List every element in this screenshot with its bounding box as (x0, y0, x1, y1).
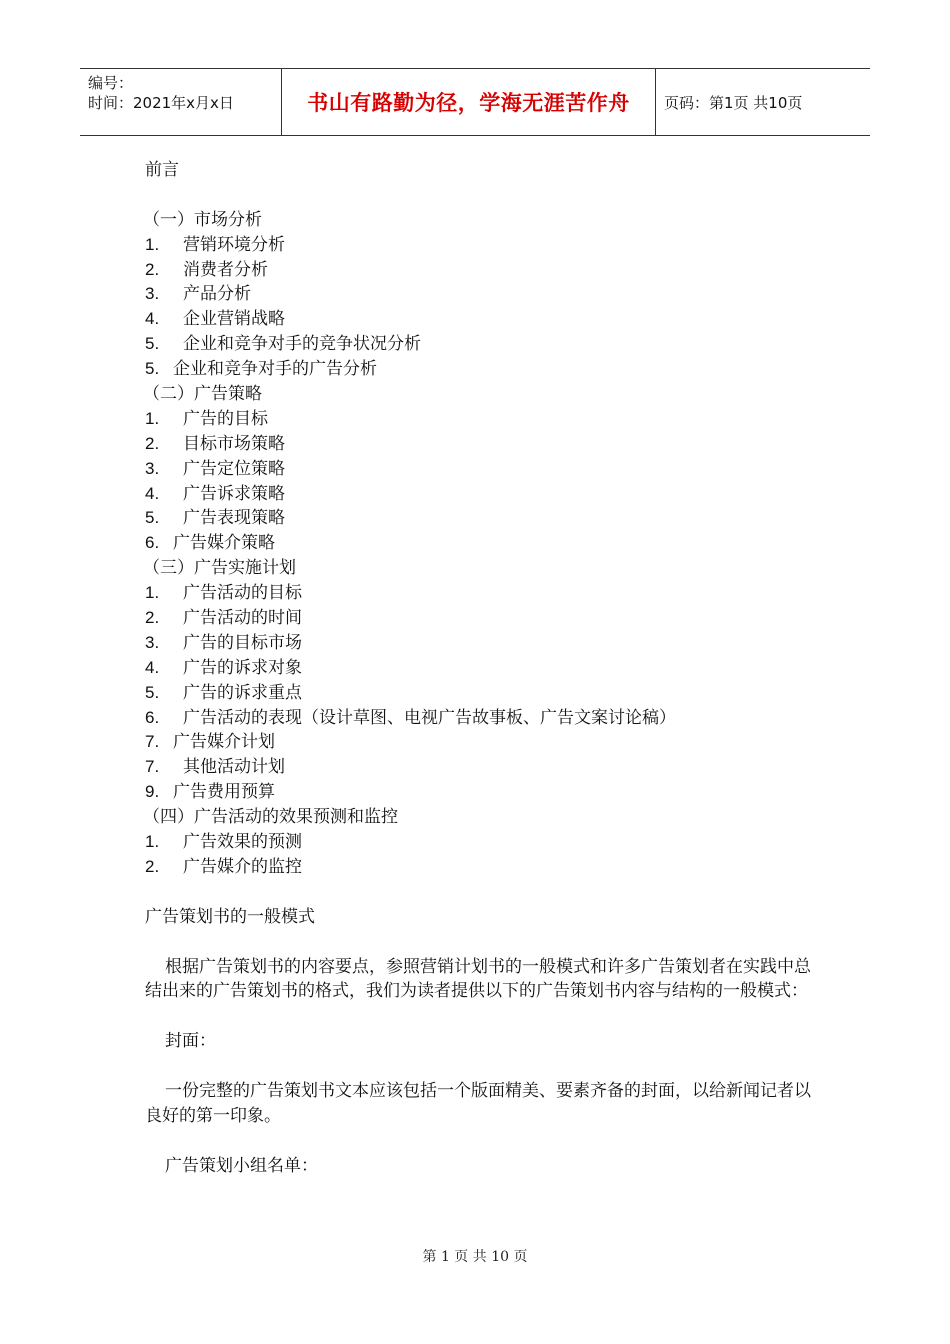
list-item-text: 广告媒介计划 (173, 732, 275, 753)
list-item (145, 307, 815, 332)
list-item-number: 1. (145, 408, 160, 428)
list-item (145, 407, 815, 432)
list-item-number: 1. (145, 583, 160, 603)
list-item-text: 消费者分析 (183, 259, 268, 280)
list-item (145, 233, 815, 258)
list-item (145, 656, 815, 681)
list-item-text: 广告的诉求重点 (183, 682, 302, 703)
list-item-number: 3. (145, 458, 160, 478)
list-item-text: 广告活动的表现（设计草图、电视广告故事板、广告文案讨论稿） (183, 707, 676, 728)
section-market-analysis: （一）市场分析 (143, 209, 262, 230)
list-item (145, 531, 815, 556)
preface-heading: 前言 (145, 160, 179, 180)
list-item (145, 830, 815, 855)
list-item-text: 广告活动的目标 (183, 583, 302, 604)
document-body (145, 158, 815, 1179)
list-item-number: 4. (145, 309, 160, 329)
list-item (145, 332, 815, 357)
list-item-number: 5. (145, 334, 160, 354)
list-item (145, 258, 815, 283)
list-item-number: 2. (145, 608, 160, 628)
section-ad-strategy: （二）广告策略 (143, 384, 262, 405)
list-item (145, 681, 815, 706)
page-footer: 第 1 页 共 10 页 (422, 1249, 528, 1265)
list-item-text: 广告的诉求对象 (183, 657, 302, 678)
list-item (145, 855, 815, 880)
header-info-cell (80, 69, 282, 135)
list-item (145, 457, 815, 482)
list-item (145, 506, 815, 531)
document-time-label: 时间：2021年x月x日 (88, 94, 234, 112)
list-item-text: 营销环境分析 (183, 234, 285, 255)
list-item-text: 企业营销战略 (183, 309, 285, 330)
list-item (145, 432, 815, 457)
list-item (145, 357, 815, 382)
team-list-heading: 广告策划小组名单： (165, 1155, 318, 1176)
list-item-number: 6. (145, 533, 160, 553)
list-item-text: 广告的目标 (183, 408, 268, 429)
list-item (145, 706, 815, 731)
list-item-text: 广告媒介策略 (173, 533, 275, 554)
effect-monitoring-list (145, 830, 815, 880)
list-item-number: 2. (145, 433, 160, 453)
list-item (145, 755, 815, 780)
list-item-text: 企业和竞争对手的广告分析 (173, 359, 377, 380)
list-item (145, 780, 815, 805)
list-item-number: 3. (145, 284, 160, 304)
header-page-cell (656, 69, 870, 135)
list-item-number: 5. (145, 682, 160, 702)
list-item-text: 广告的目标市场 (183, 632, 302, 653)
header-page-label: 页码：第1页 共10页 (664, 93, 803, 112)
ad-implementation-list (145, 581, 815, 805)
list-item-number: 2. (145, 856, 160, 876)
list-item (145, 482, 815, 507)
list-item-number: 4. (145, 657, 160, 677)
list-item-number: 3. (145, 632, 160, 652)
cover-heading: 封面： (165, 1031, 216, 1052)
list-item-number: 5. (145, 508, 160, 528)
header-motto: 书山有路勤为径，学海无涯苦作舟 (307, 91, 630, 115)
list-item (145, 581, 815, 606)
list-item-number: 4. (145, 483, 160, 503)
list-item-number: 1. (145, 234, 160, 254)
list-item-number: 9. (145, 782, 160, 802)
document-code-label: 编号： (88, 74, 134, 92)
general-mode-heading: 广告策划书的一般模式 (145, 906, 315, 927)
list-item (145, 730, 815, 755)
list-item-text: 产品分析 (183, 284, 251, 305)
list-item-text: 广告活动的时间 (183, 608, 302, 629)
section-ad-implementation: （三）广告实施计划 (143, 558, 296, 579)
document-header (80, 68, 870, 136)
list-item-text: 广告诉求策略 (183, 483, 285, 504)
list-item-text: 广告表现策略 (183, 508, 285, 529)
list-item-number: 7. (145, 757, 160, 777)
list-item-text: 广告效果的预测 (183, 832, 302, 853)
list-item-number: 7. (145, 732, 160, 752)
list-item-text: 广告定位策略 (183, 458, 285, 479)
list-item (145, 631, 815, 656)
list-item (145, 606, 815, 631)
list-item-text: 广告费用预算 (173, 782, 275, 803)
list-item-text: 企业和竞争对手的竞争状况分析 (183, 334, 421, 355)
list-item-number: 6. (145, 707, 160, 727)
list-item-number: 2. (145, 259, 160, 279)
list-item-text: 广告媒介的监控 (183, 856, 302, 877)
market-analysis-list (145, 233, 815, 382)
header-motto-cell (282, 69, 656, 135)
cover-paragraph: 一份完整的广告策划书文本应该包括一个版面精美、要素齐备的封面，以给新闻记者以良好的第一印象。 (145, 1081, 811, 1126)
list-item-text: 其他活动计划 (183, 757, 285, 778)
section-effect-monitoring: （四）广告活动的效果预测和监控 (143, 807, 398, 828)
intro-paragraph: 根据广告策划书的内容要点，参照营销计划书的一般模式和许多广告策划者在实践中总结出来的广告策划书的格式，我们为读者提供以下的广告策划书内容与结构的一般模式： (145, 956, 811, 1002)
list-item-number: 1. (145, 832, 160, 852)
ad-strategy-list (145, 407, 815, 556)
list-item-text: 目标市场策略 (183, 433, 285, 454)
list-item (145, 282, 815, 307)
list-item-number: 5. (145, 359, 160, 379)
